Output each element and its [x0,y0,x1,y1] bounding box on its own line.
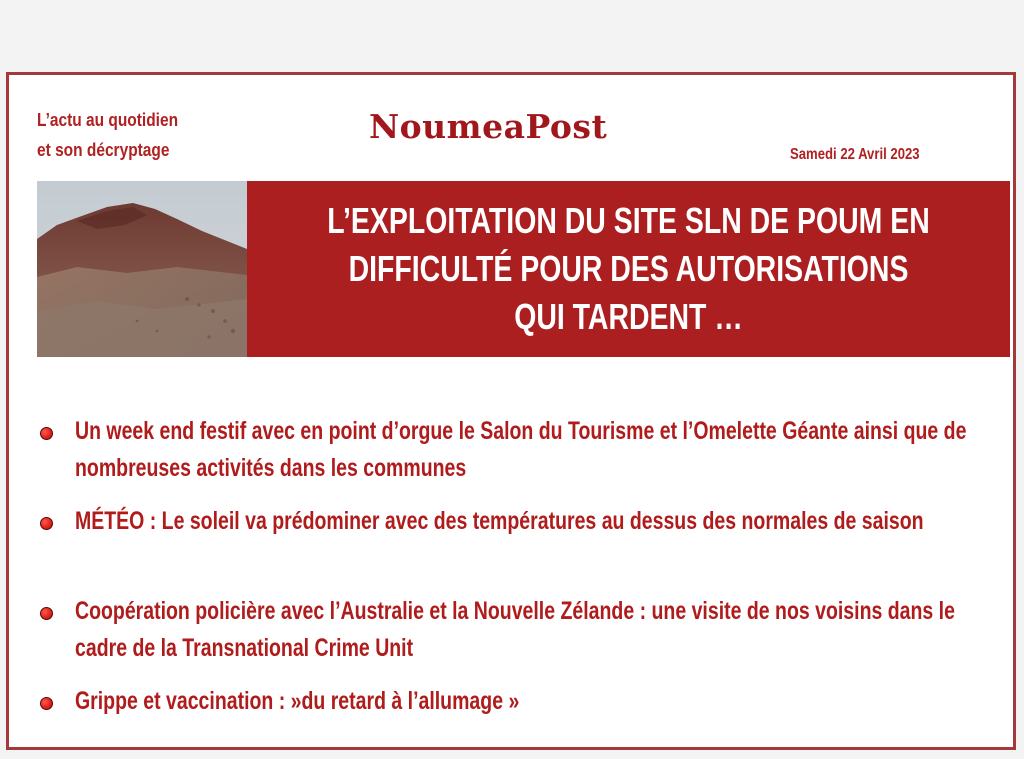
news-item-police[interactable] [33,593,1013,675]
brand-logo: NoumeaPost [369,107,608,146]
headline-photo [37,181,247,357]
bullet-icon [40,697,53,710]
news-item-grippe[interactable] [33,683,1013,727]
news-card [6,72,1016,750]
news-item-text: MÉTÉO : Le soleil va prédominer avec des températures au dessus des normales de saison [75,507,924,535]
news-item-text: Un week end festif avec en point d’orgue le Salon du Tourisme et l’Omelette Géante ainsi que de nombreuses activités dans les communes [75,417,967,482]
tagline-line-2: et son décryptage [37,140,170,160]
news-list [33,413,1013,735]
news-item-text: Coopération policière avec l’Australie et la Nouvelle Zélande : une visite de nos voisins dans le cadre de la Transnational Crime Unit [75,597,955,662]
tagline-line-1: L’actu au quotidien [37,110,179,130]
tagline [37,105,178,165]
main-headline-banner[interactable] [247,181,1010,357]
bullet-icon [40,517,53,530]
mountain-landscape-image [37,181,247,357]
publication-date: Samedi 22 Avril 2023 [790,146,920,163]
bullet-icon [40,607,53,620]
bullet-icon [40,427,53,440]
news-item-meteo[interactable] [33,503,1013,585]
news-item-text: Grippe et vaccination : »du retard à l’allumage » [75,687,520,715]
news-item-festival[interactable] [33,413,1013,495]
main-headline: L’EXPLOITATION DU SITE SLN DE POUM EN DIFFICULTÉ POUR DES AUTORISATIONS QUI TARDENT … [327,200,930,337]
